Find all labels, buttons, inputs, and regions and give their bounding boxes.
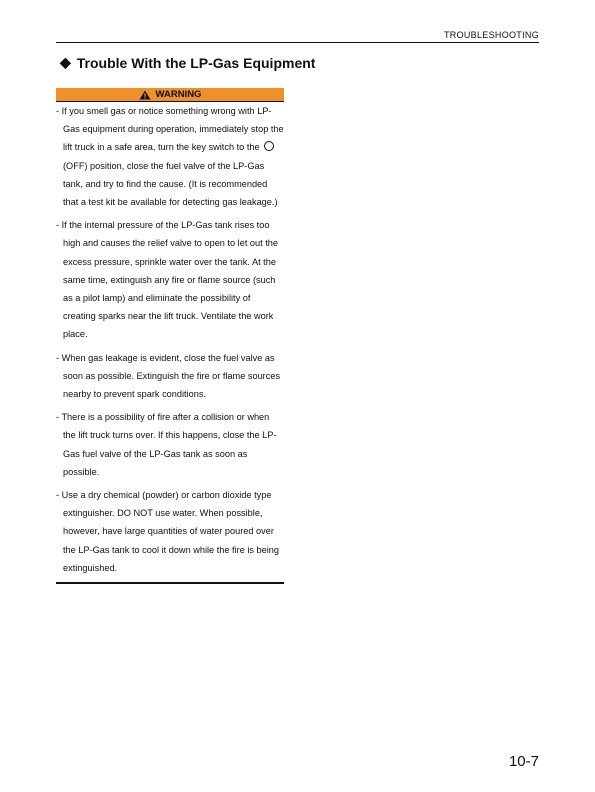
warning-box [56, 88, 284, 584]
warning-item-text: (OFF) position, close the fuel valve of the LP-Gas tank, and try to find the cause. (It is recommended that a test kit be available for detecting gas leakage.) [63, 160, 278, 208]
diamond-bullet-icon: ◆ [60, 54, 71, 70]
section-header: TROUBLESHOOTING [443, 30, 539, 40]
section-title-text: Trouble With the LP-Gas Equipment [76, 54, 316, 71]
warning-item [56, 102, 284, 211]
off-position-circle-icon [264, 141, 274, 151]
warning-item-text: - If you smell gas or notice something wrong with LP-Gas equipment during operation, immediately stop the lift truck in a safe area, turn the key switch to the [56, 106, 284, 153]
page-number: 10-7 [508, 753, 539, 770]
warning-body [56, 102, 284, 577]
warning-triangle-icon [139, 90, 151, 100]
warning-item: - Use a dry chemical (powder) or carbon dioxide type extinguisher. DO NOT use water. When possible, however, have large quantities of water poured over the LP-Gas tank to cool it down while the fire is being extinguished. [56, 490, 280, 573]
warning-item: - There is a possibility of fire after a collision or when the lift truck turns over. If this happens, close the LP-Gas fuel valve of the LP-Gas tank as soon as possible. [56, 412, 277, 477]
warning-banner [56, 88, 284, 101]
warning-bottom-rule [56, 582, 284, 584]
header-divider [56, 42, 539, 43]
section-title [60, 54, 315, 71]
warning-item: - When gas leakage is evident, close the fuel valve as soon as possible. Extinguish the fire or flame sources nearby to prevent spark conditions. [56, 352, 281, 400]
warning-label: WARNING [155, 89, 202, 100]
warning-item: - If the internal pressure of the LP-Gas tank rises too high and causes the relief valve to open to let out the excess pressure, sprinkle water over the tank. At the same time, extinguish any fire or flame source (such as a pilot lamp) and eliminate the possibility of creating sparks near the lift truck. Ventilate the work place. [56, 220, 279, 340]
